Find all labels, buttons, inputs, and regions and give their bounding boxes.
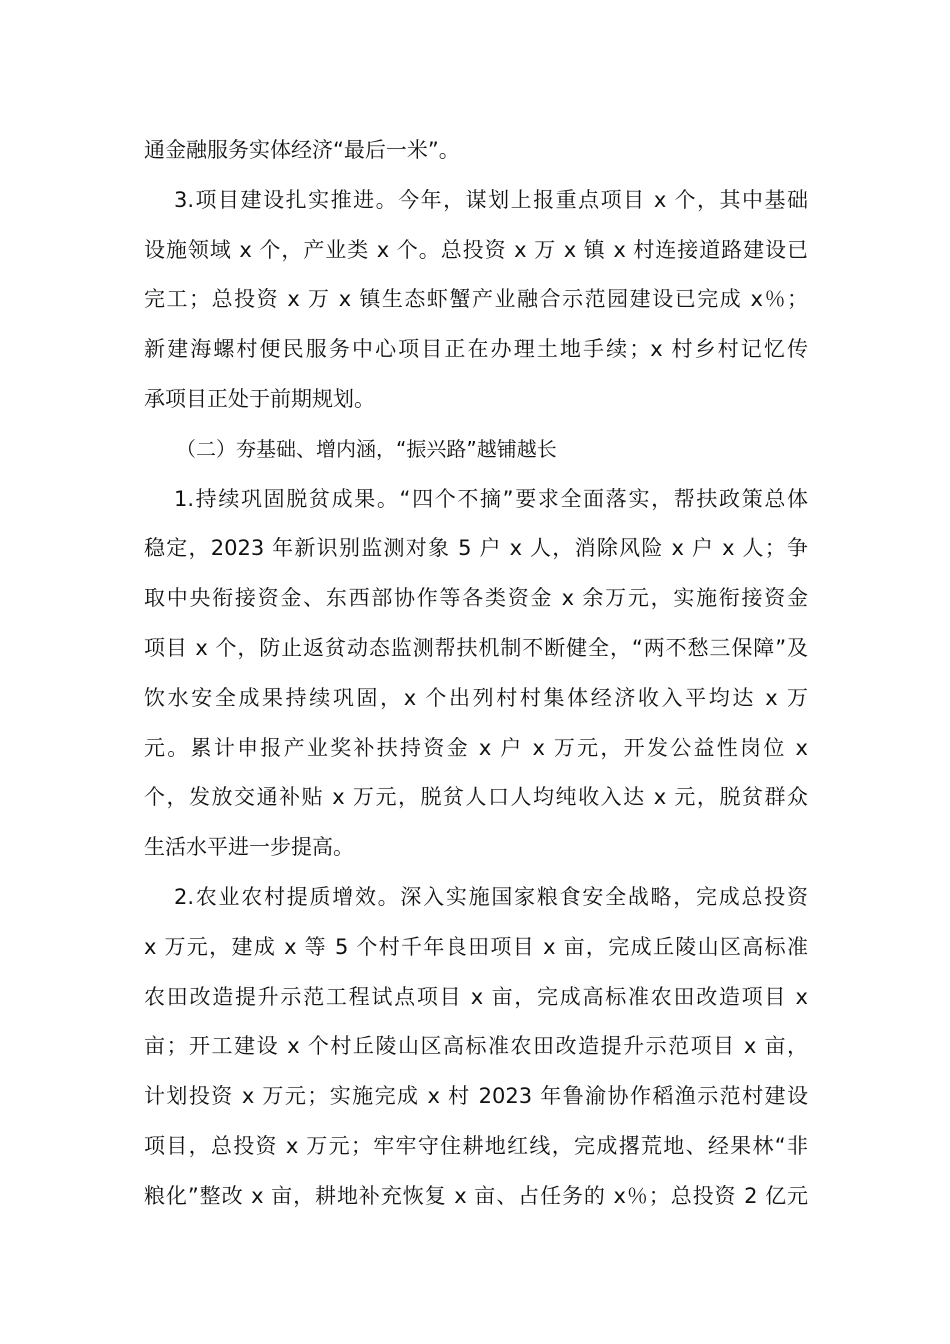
text-line: 稳定，2023 年新识别监测对象 5 户 x 人，消除风险 x 户 x 人；争: [144, 536, 808, 561]
text-line: 通金融服务实体经济“最后一米”。: [144, 138, 460, 162]
text-line: x 万元，建成 x 等 5 个村千年良田项目 x 亩，完成丘陵山区高标准: [144, 934, 808, 959]
text-line: 亩；开工建设 x 个村丘陵山区高标准农田改造提升示范项目 x 亩，: [144, 1034, 808, 1059]
text-line: 3.项目建设扎实推进。今年，谋划上报重点项目 x 个，其中基础: [174, 187, 808, 212]
text-line: 取中央衔接资金、东西部协作等各类资金 x 余万元，实施衔接资金: [144, 586, 808, 611]
text-line: 新建海螺村便民服务中心项目正在办理土地手续；x 村乡村记忆传: [144, 337, 808, 362]
text-line: 承项目正处于前期规划。: [144, 386, 375, 411]
text-line: 个，发放交通补贴 x 万元，脱贫人口人均纯收入达 x 元，脱贫群众: [144, 785, 808, 810]
text-line: 项目 x 个，防止返贫动态监测帮扶机制不断健全，“两不愁三保障”及: [144, 635, 808, 660]
text-line: 元。累计申报产业奖补扶持资金 x 户 x 万元，开发公益性岗位 x: [144, 735, 808, 760]
document-body: [144, 126, 808, 1222]
text-line: 粮化”整改 x 亩，耕地补充恢复 x 亩、占任务的 x％；总投资 2 亿元: [144, 1183, 808, 1208]
text-line: 完工；总投资 x 万 x 镇生态虾蟹产业融合示范园建设已完成 x％；: [144, 287, 808, 312]
text-line: 计划投资 x 万元；实施完成 x 村 2023 年鲁渝协作稻渔示范村建设: [144, 1084, 808, 1109]
text-line: 饮水安全成果持续巩固，x 个出列村村集体经济收入平均达 x 万: [144, 685, 808, 710]
text-line: 项目，总投资 x 万元；牢牢守住耕地红线，完成撂荒地、经果林“非: [144, 1133, 808, 1158]
text-line: 2.农业农村提质增效。深入实施国家粮食安全战略，完成总投资: [174, 884, 808, 909]
text-line: 农田改造提升示范工程试点项目 x 亩，完成高标准农田改造项目 x: [144, 984, 808, 1009]
section-heading: （二）夯基础、增内涵，“振兴路”越铺越长: [176, 436, 557, 461]
text-line: 设施领域 x 个，产业类 x 个。总投资 x 万 x 镇 x 村连接道路建设已: [144, 237, 808, 262]
text-line: 生活水平进一步提高。: [144, 835, 354, 860]
text-line: 1.持续巩固脱贫成果。“四个不摘”要求全面落实，帮扶政策总体: [174, 486, 808, 511]
